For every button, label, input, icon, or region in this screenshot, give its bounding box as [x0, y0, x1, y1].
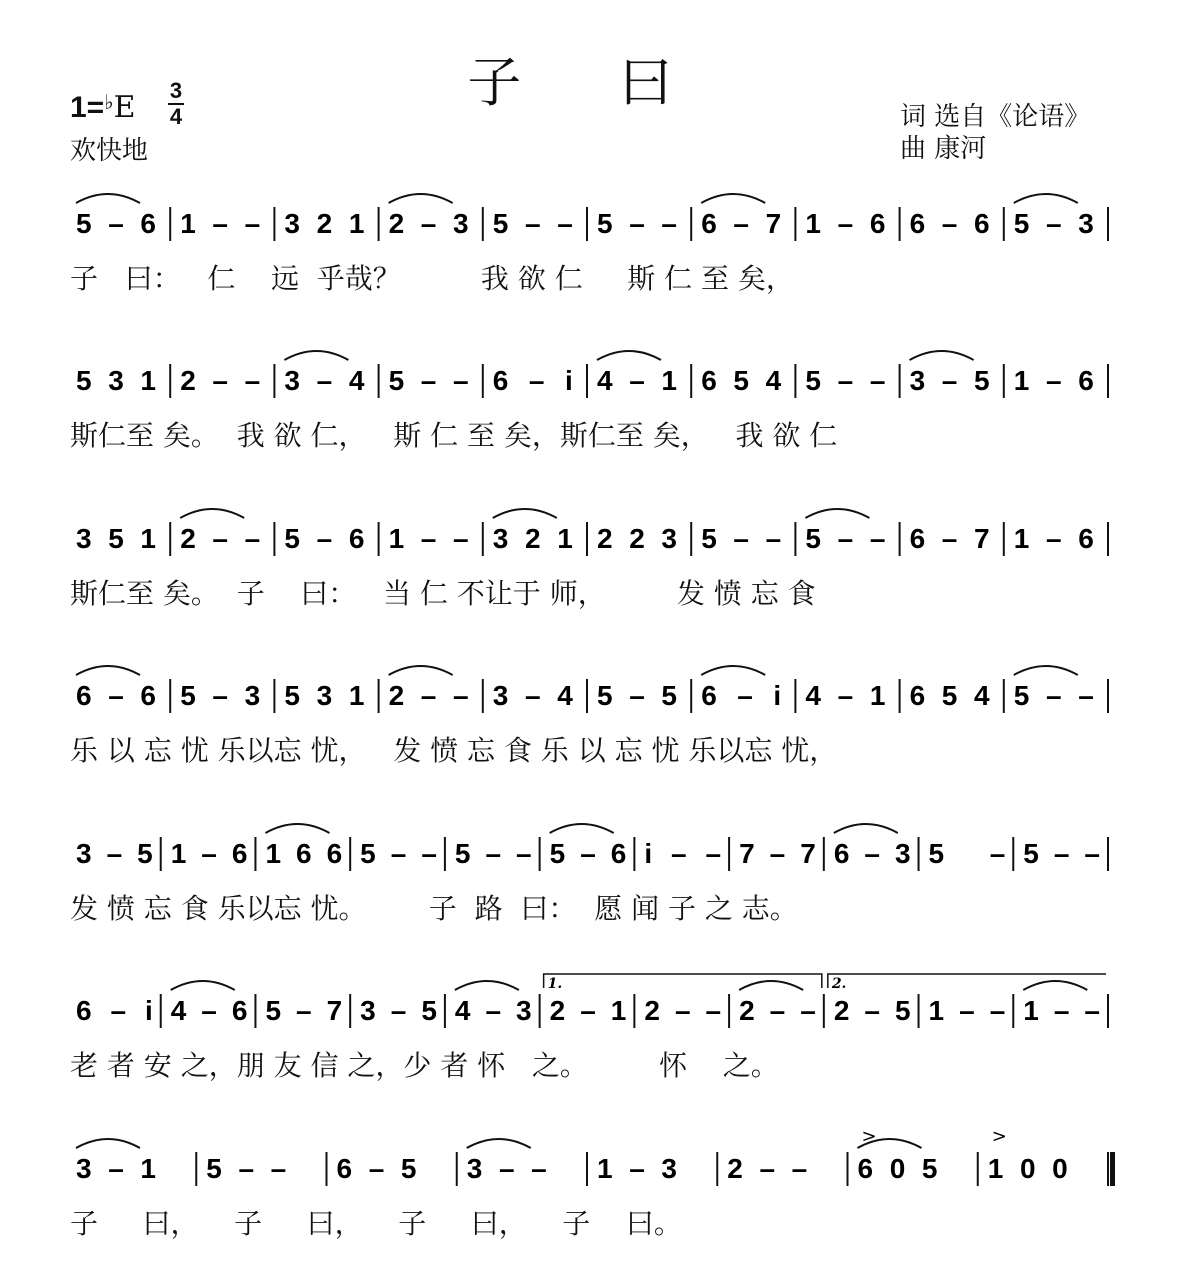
flat-sign: ♭: [104, 92, 114, 114]
measure-notes: 2 – –: [388, 680, 469, 711]
accent-mark: >: [861, 1130, 877, 1147]
time-signature: [168, 80, 184, 128]
lyrics-line: 子 曰， 子 曰， 子 曰， 子 曰。: [70, 1207, 682, 1240]
score-row: [0, 1130, 1180, 1260]
slur: [284, 351, 348, 360]
notes-staff: [0, 342, 1180, 406]
measure-notes: 2 – –: [739, 995, 816, 1026]
measure-notes: 5 – –: [597, 208, 677, 239]
slur: [389, 194, 453, 203]
measure-notes: 5 – –: [360, 838, 437, 869]
measure-notes: 5 – 3: [180, 680, 261, 711]
measure-notes: 4 – 1: [597, 365, 677, 396]
measure-notes: 1 – 6: [805, 208, 886, 239]
measure-notes: 1 – 6: [1013, 523, 1094, 554]
notes-staff: [0, 657, 1180, 721]
notes-staff: [0, 500, 1180, 564]
notes-staff: [0, 1130, 1180, 1194]
time-top: 3: [169, 78, 183, 103]
lyrics-line: 斯仁至 矣。 子 曰： 当 仁 不让于 师， 发 愤 忘 食: [70, 577, 816, 610]
measure-notes: 5 – 6: [284, 523, 365, 554]
measure-notes: 1 6 6: [265, 838, 343, 869]
score-row: [0, 657, 1180, 787]
measure-notes: 7 – 7: [739, 838, 816, 869]
score-row: [0, 500, 1180, 630]
measure-notes: 6 – 6: [909, 208, 990, 239]
slur: [910, 351, 974, 360]
measure-notes: 6 – i: [76, 995, 153, 1026]
volta-number: 1.: [547, 976, 563, 992]
score-row: [0, 972, 1180, 1102]
measure-notes: 3 2 1: [284, 208, 365, 239]
final-barline: [1110, 1152, 1115, 1186]
measure-notes: 3 – 1: [76, 1153, 156, 1184]
key-signature: [70, 90, 136, 125]
measure-notes: 4 – 3: [454, 995, 532, 1026]
slur: [493, 509, 557, 518]
slur: [76, 1139, 140, 1148]
score-row: [0, 815, 1180, 945]
lyrics-line: 乐 以 忘 忧 乐以忘 忧， 发 愤 忘 食 乐 以 忘 忧 乐以忘 忧，: [70, 734, 838, 767]
measure-notes: 2 2 3: [597, 523, 677, 554]
slur: [455, 981, 519, 990]
lyrics-line: 老 者 安 之，朋 友 信 之，少 者 怀 之。 怀 之。: [70, 1049, 779, 1082]
measure-notes: 3 – –: [466, 1153, 547, 1184]
measure-notes: i – –: [644, 838, 722, 869]
slur: [171, 981, 235, 990]
measure-notes: 5 3 1: [284, 680, 365, 711]
measure-notes: 3 2 1: [492, 523, 573, 554]
measure-notes: 4 – 1: [805, 680, 886, 711]
measure-notes: 1 0 0: [987, 1153, 1068, 1184]
measure-notes: 5 – –: [388, 365, 469, 396]
measure-notes: 1 – 6: [170, 838, 248, 869]
slur: [834, 824, 898, 833]
measure-notes: 5 – –: [805, 365, 886, 396]
slur: [76, 194, 140, 203]
measure-notes: 6 – 7: [909, 523, 990, 554]
slur: [389, 666, 453, 675]
slur: [701, 666, 765, 675]
slur: [467, 1139, 531, 1148]
measure-notes: 2 – –: [644, 995, 722, 1026]
measure-notes: 2 – 5: [833, 995, 911, 1026]
notes-staff: [0, 185, 1180, 249]
slur: [1023, 981, 1087, 990]
measure-notes: 1 – 3: [597, 1153, 677, 1184]
measure-notes: 3 – 5: [360, 995, 437, 1026]
measure-notes: 6 – i: [492, 365, 573, 396]
score-row: [0, 342, 1180, 472]
measure-notes: 5 – 7: [265, 995, 343, 1026]
lyrics-line: 斯仁至 矣。 我 欲 仁， 斯 仁 至 矣，斯仁至 矣， 我 欲 仁: [70, 419, 838, 452]
measure-notes: 6 – 7: [701, 208, 782, 239]
measure-notes: 5 – –: [206, 1153, 287, 1184]
song-title: 子 曰: [467, 51, 713, 114]
measure-notes: 1 – –: [1023, 995, 1100, 1026]
measure-notes: 5 – 6: [549, 838, 627, 869]
lyricist-credit: 词 选自《论语》: [900, 102, 1091, 132]
slur: [265, 824, 329, 833]
time-bottom: 4: [169, 104, 183, 129]
measure-notes: 5 – –: [1023, 838, 1100, 869]
measure-notes: 6 5 4: [701, 365, 782, 396]
measure-notes: 5 – 6: [76, 208, 156, 239]
measure-notes: 3 – 5: [76, 838, 153, 869]
slur: [597, 351, 661, 360]
measure-notes: 6 – 5: [336, 1153, 417, 1184]
measure-notes: 6 0 5: [857, 1153, 938, 1184]
measure-notes: 3 5 1: [76, 523, 156, 554]
slur: [805, 509, 869, 518]
measure-notes: 5 – 5: [597, 680, 677, 711]
composer-credit: 曲 康河: [900, 134, 987, 164]
measure-notes: 5 – –: [1013, 680, 1094, 711]
measure-notes: 5 – –: [454, 838, 532, 869]
measure-notes: 5 – –: [492, 208, 573, 239]
measure-notes: 5 – 3: [1013, 208, 1094, 239]
slur: [1014, 666, 1078, 675]
slur: [1014, 194, 1078, 203]
slur: [76, 666, 140, 675]
measure-notes: 2 – 3: [388, 208, 469, 239]
notes-staff: [0, 972, 1180, 1036]
measure-notes: 1 – –: [388, 523, 469, 554]
notes-staff: [0, 815, 1180, 879]
accent-mark: >: [991, 1130, 1007, 1147]
measure-notes: 1 – –: [180, 208, 261, 239]
measure-notes: 5 – –: [701, 523, 782, 554]
score-row: [0, 185, 1180, 315]
measure-notes: 3 – 4: [284, 365, 365, 396]
measure-notes: 6 – 6: [76, 680, 156, 711]
measure-notes: 1 – 6: [1013, 365, 1094, 396]
measure-notes: 1 – –: [928, 995, 1006, 1026]
measure-notes: 5 – –: [805, 523, 886, 554]
measure-notes: 3 – 4: [492, 680, 573, 711]
measure-notes: 6 5 4: [909, 680, 990, 711]
key-prefix: 1=: [70, 91, 105, 124]
measure-notes: 3 – 5: [909, 365, 990, 396]
lyrics-line: 子 曰： 仁 远 乎哉？ 我 欲 仁 斯 仁 至 矣，: [70, 262, 794, 295]
tempo-marking: 欢快地: [70, 136, 149, 166]
measure-notes: 2 – –: [180, 365, 261, 396]
slur: [701, 194, 765, 203]
measure-notes: 4 – 6: [170, 995, 248, 1026]
measure-notes: 2 – –: [727, 1153, 808, 1184]
measure-notes: 2 – 1: [549, 995, 627, 1026]
key-note: E: [113, 90, 136, 125]
volta-number: 2.: [831, 976, 847, 992]
measure-notes: 5 –: [928, 838, 1006, 869]
lyrics-line: 发 愤 忘 食 乐以忘 忧。 子 路 曰： 愿 闻 子 之 志。: [70, 892, 798, 925]
measure-notes: 6 – i: [701, 680, 782, 711]
measure-notes: 2 – –: [180, 523, 261, 554]
measure-notes: 6 – 3: [833, 838, 911, 869]
measure-notes: 5 3 1: [76, 365, 156, 396]
slur: [550, 824, 614, 833]
slur: [180, 509, 244, 518]
slur: [739, 981, 803, 990]
